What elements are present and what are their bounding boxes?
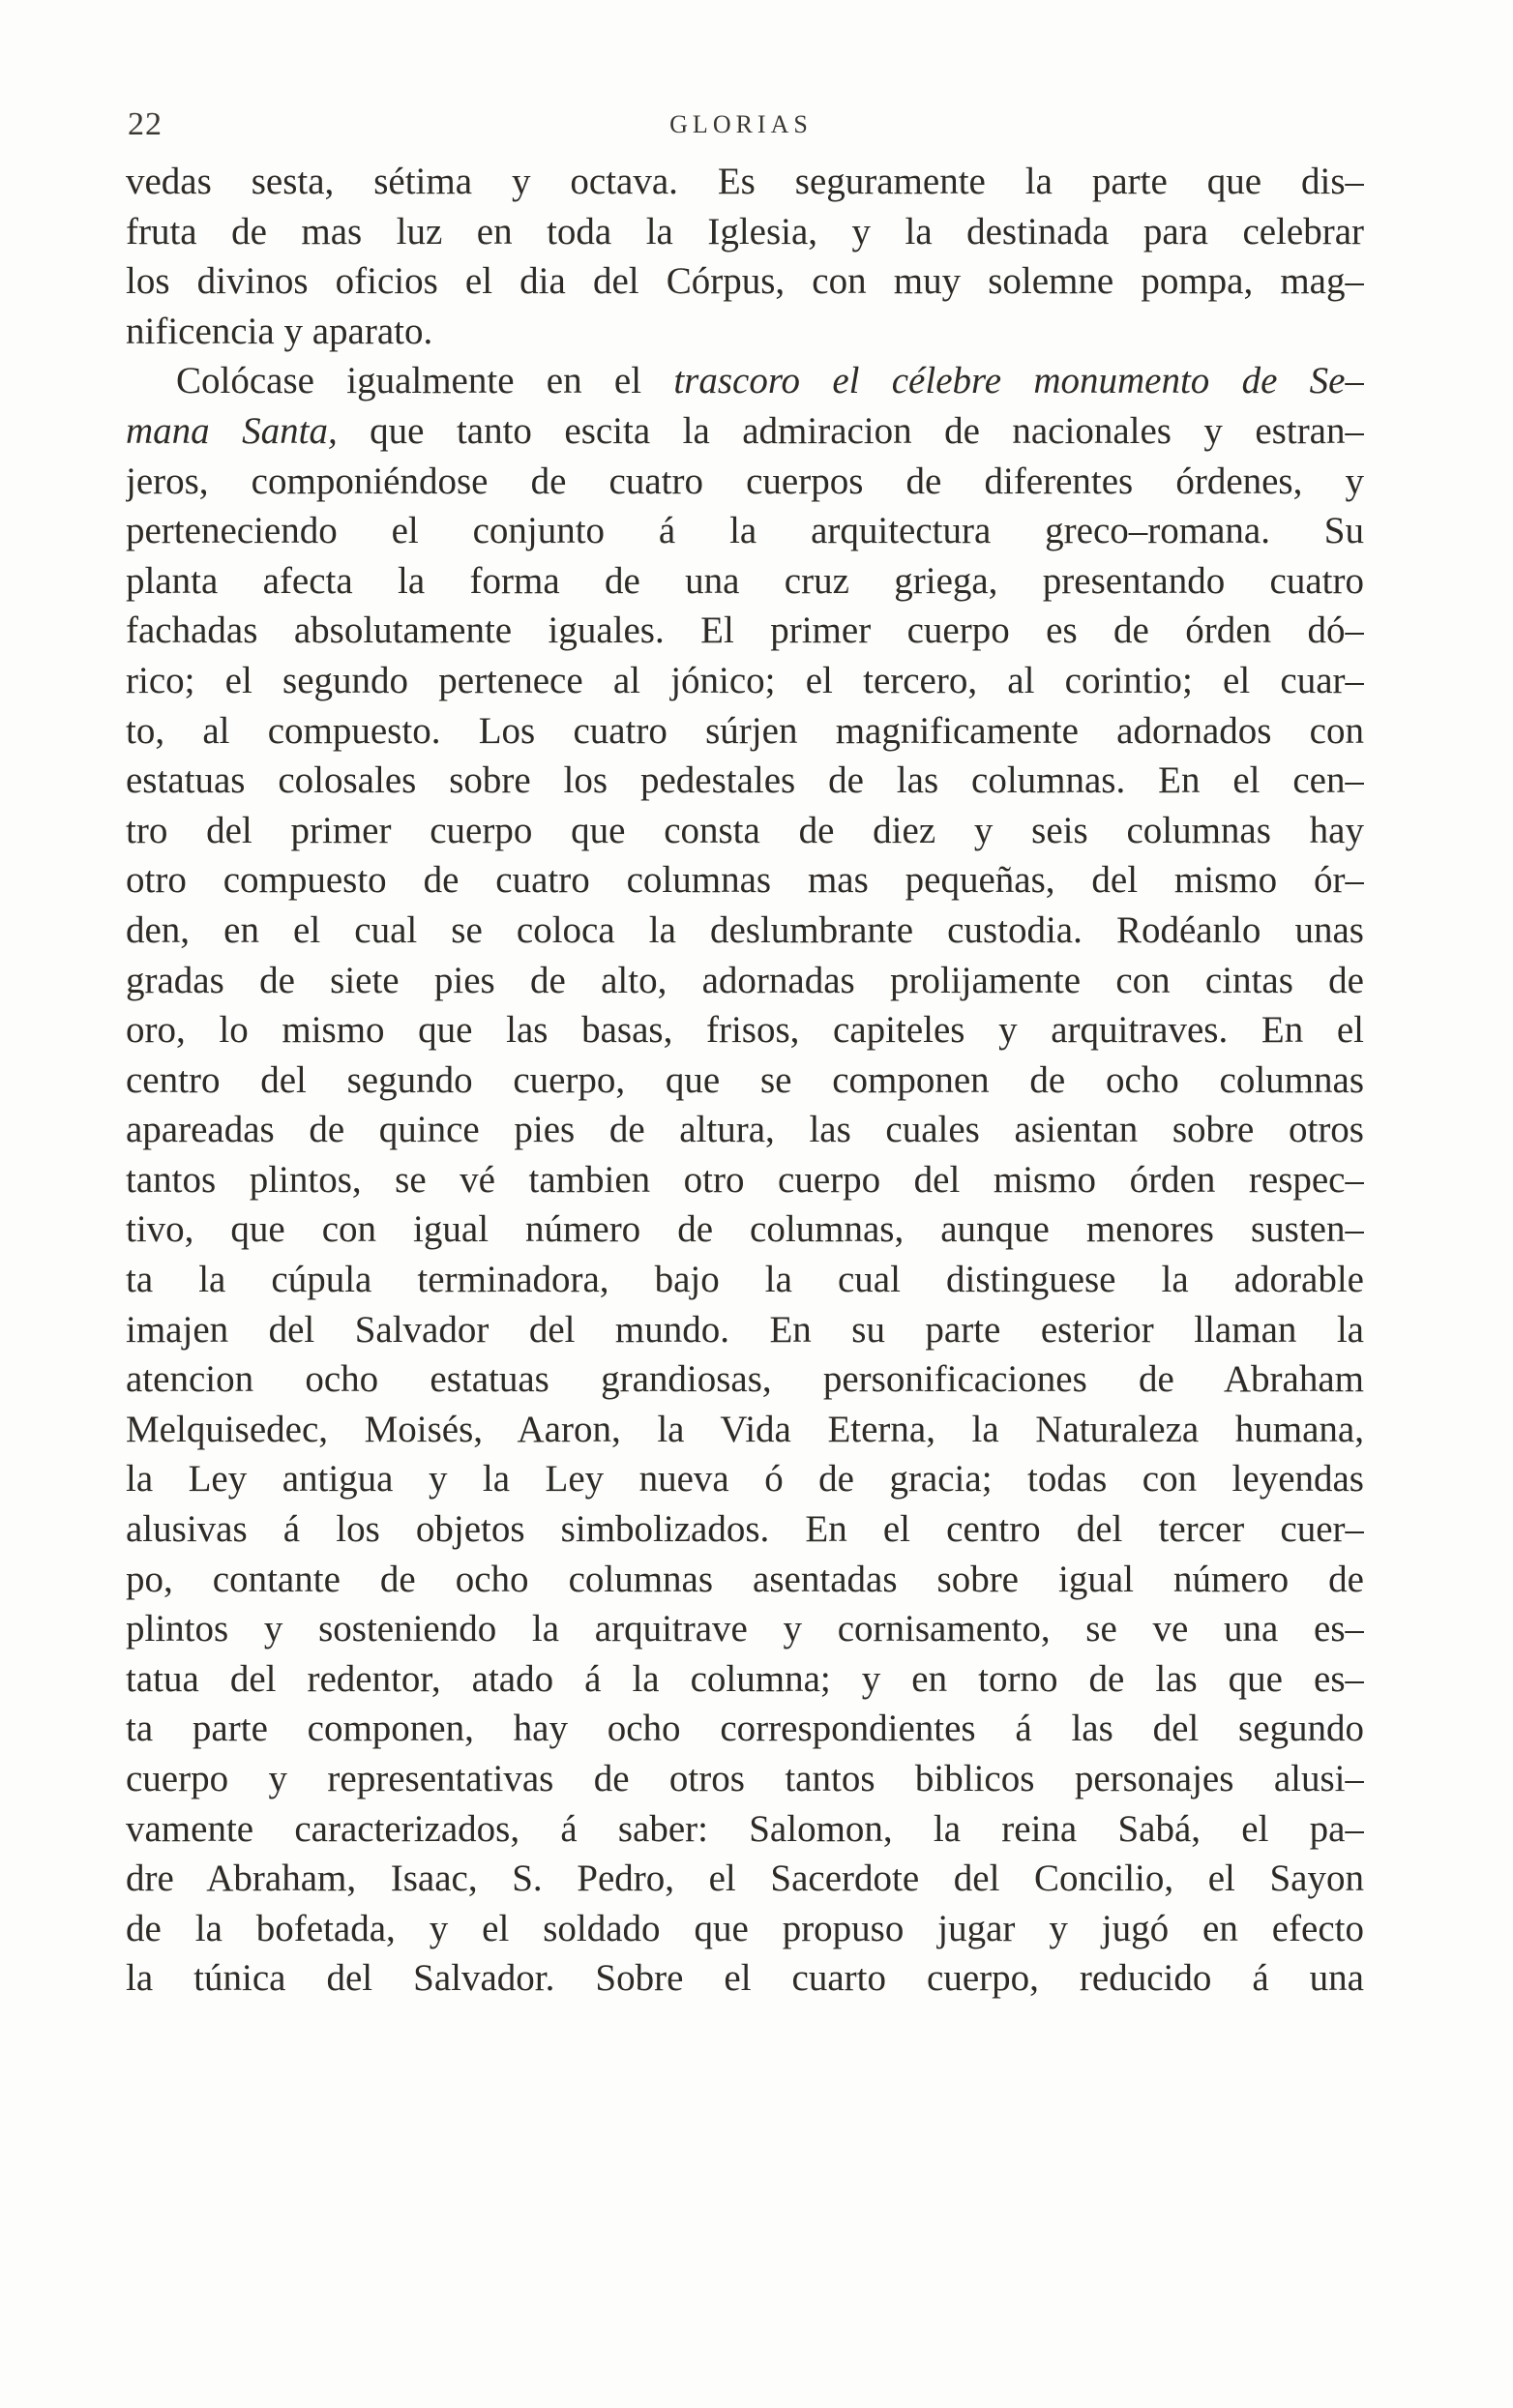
line-text: otro compuesto de cuatro columnas mas pequeñas, del mismo ór–: [126, 859, 1364, 902]
line-text: la túnica del Salvador. Sobre el cuarto cuerpo, reducido á una: [126, 1957, 1364, 2000]
text-line: [126, 1704, 1364, 1754]
line-text: oro, lo mismo que las basas, frisos, capiteles y arquitraves. En el: [126, 1009, 1364, 1052]
text-line: [126, 256, 1364, 307]
line-text: rico; el segundo pertenece al jónico; el tercero, al corintio; el cuar–: [126, 659, 1364, 701]
line-text: perteneciendo el conjunto á la arquitectura greco–romana. Su: [126, 510, 1364, 552]
line-text: jeros, componiéndose de cuatro cuerpos de diferentes órdenes, y: [126, 460, 1364, 502]
line-text: que tanto escita la admiracion de nacionales y estran–: [337, 409, 1364, 452]
line-text: estatuas colosales sobre los pedestales de las columnas. En el cen–: [126, 759, 1364, 802]
text-line: [126, 1754, 1364, 1804]
text-line: [126, 207, 1364, 257]
line-text: ta la cúpula terminadora, bajo la cual distinguese la adorable: [126, 1259, 1364, 1301]
line-text: cuerpo y representativas de otros tantos biblicos personajes alusi–: [126, 1758, 1364, 1799]
text-line: [126, 1155, 1364, 1205]
text-line: [126, 706, 1364, 757]
text-line: [126, 1204, 1364, 1255]
text-line: [126, 1953, 1364, 2004]
text-line: [126, 606, 1364, 656]
line-text: tatua del redentor, atado á la columna; y en torno de las que es–: [126, 1657, 1364, 1700]
line-text: atencion ocho estatuas grandiosas, personificaciones de Abraham: [126, 1358, 1364, 1401]
text-line: [126, 406, 1364, 457]
line-text: centro del segundo cuerpo, que se componen de ocho columnas: [126, 1058, 1364, 1101]
text-line: [126, 906, 1364, 956]
line-text: la Ley antigua y la Ley nueva ó de gracia; todas con leyendas: [126, 1458, 1364, 1501]
text-line: [126, 1904, 1364, 1954]
text-line: [126, 1405, 1364, 1455]
text-line: [126, 1604, 1364, 1654]
line-text: alusivas á los objetos simbolizados. En el centro del tercer cuer–: [126, 1508, 1364, 1551]
text-line: [126, 855, 1364, 906]
text-line: [126, 1854, 1364, 1904]
line-text: fruta de mas luz en toda la Iglesia, y la destinada para celebrar: [126, 210, 1364, 253]
text-line: [126, 1005, 1364, 1055]
text-line: [126, 956, 1364, 1006]
line-text: dre Abraham, Isaac, S. Pedro, el Sacerdote del Concilio, el Sayon: [126, 1858, 1364, 1900]
line-text: apareadas de quince pies de altura, las cuales asientan sobre otros: [126, 1109, 1364, 1151]
line-text: po, contante de ocho columnas asentadas sobre igual número de: [126, 1558, 1364, 1600]
text-line: [126, 1504, 1364, 1555]
text-line: [126, 1804, 1364, 1855]
line-text: nificencia y aparato.: [126, 310, 433, 352]
running-head: [118, 106, 1364, 145]
text-line: [126, 1555, 1364, 1605]
text-line: [126, 506, 1364, 556]
text-line: [126, 1105, 1364, 1155]
line-text: fachadas absolutamente iguales. El primer cuerpo es de órden dó–: [126, 609, 1364, 652]
text-line: [126, 556, 1364, 607]
italic-text: mana Santa,: [126, 409, 338, 452]
line-text: imajen del Salvador del mundo. En su parte esterior llaman la: [126, 1308, 1364, 1351]
text-line: [126, 806, 1364, 856]
text-line: [126, 157, 1364, 207]
text-line: [126, 1654, 1364, 1705]
text-line: [126, 656, 1364, 706]
text-line: [126, 1255, 1364, 1305]
line-text: de la bofetada, y el soldado que propuso jugar y jugó en efecto: [126, 1907, 1364, 1949]
line-text: vamente caracterizados, á saber: Salomon, la reina Sabá, el pa–: [126, 1807, 1364, 1850]
text-line: [126, 1055, 1364, 1106]
line-text: ta parte componen, hay ocho correspondientes á las del segundo: [126, 1708, 1364, 1750]
line-text: planta afecta la forma de una cruz griega, presentando cuatro: [126, 559, 1364, 602]
line-text: vedas sesta, sétima y octava. Es seguramente la parte que dis–: [126, 161, 1364, 202]
text-line: [126, 1305, 1364, 1355]
line-text: Melquisedec, Moisés, Aaron, la Vida Eterna, la Naturaleza humana,: [126, 1408, 1364, 1450]
line-text: tro del primer cuerpo que consta de diez y seis columnas hay: [126, 809, 1364, 851]
italic-text: trascoro el célebre monumento de Se–: [673, 360, 1364, 402]
line-text: plintos y sosteniendo la arquitrave y cornisamento, se ve una es–: [126, 1608, 1364, 1650]
page-number: 22: [128, 106, 163, 142]
running-title: GLORIAS: [669, 110, 813, 138]
line-text: Colócase igualmente en el: [176, 360, 674, 402]
line-text: den, en el cual se coloca la deslumbrante custodia. Rodéanlo unas: [126, 908, 1364, 951]
text-line: [126, 756, 1364, 806]
line-text: tivo, que con igual número de columnas, aunque menores susten–: [126, 1208, 1364, 1251]
body-text: [126, 157, 1364, 2004]
line-text: to, al compuesto. Los cuatro súrjen magnificamente adornados con: [126, 709, 1364, 752]
line-text: gradas de siete pies de alto, adornadas prolijamente con cintas de: [126, 959, 1364, 1001]
line-text: tantos plintos, se vé tambien otro cuerpo del mismo órden respec–: [126, 1158, 1364, 1201]
text-line: [126, 307, 1364, 357]
text-line: [126, 356, 1364, 406]
text-line: [126, 1354, 1364, 1405]
text-line: [126, 1454, 1364, 1504]
line-text: los divinos oficios el dia del Córpus, con muy solemne pompa, mag–: [126, 260, 1364, 303]
text-line: [126, 457, 1364, 507]
